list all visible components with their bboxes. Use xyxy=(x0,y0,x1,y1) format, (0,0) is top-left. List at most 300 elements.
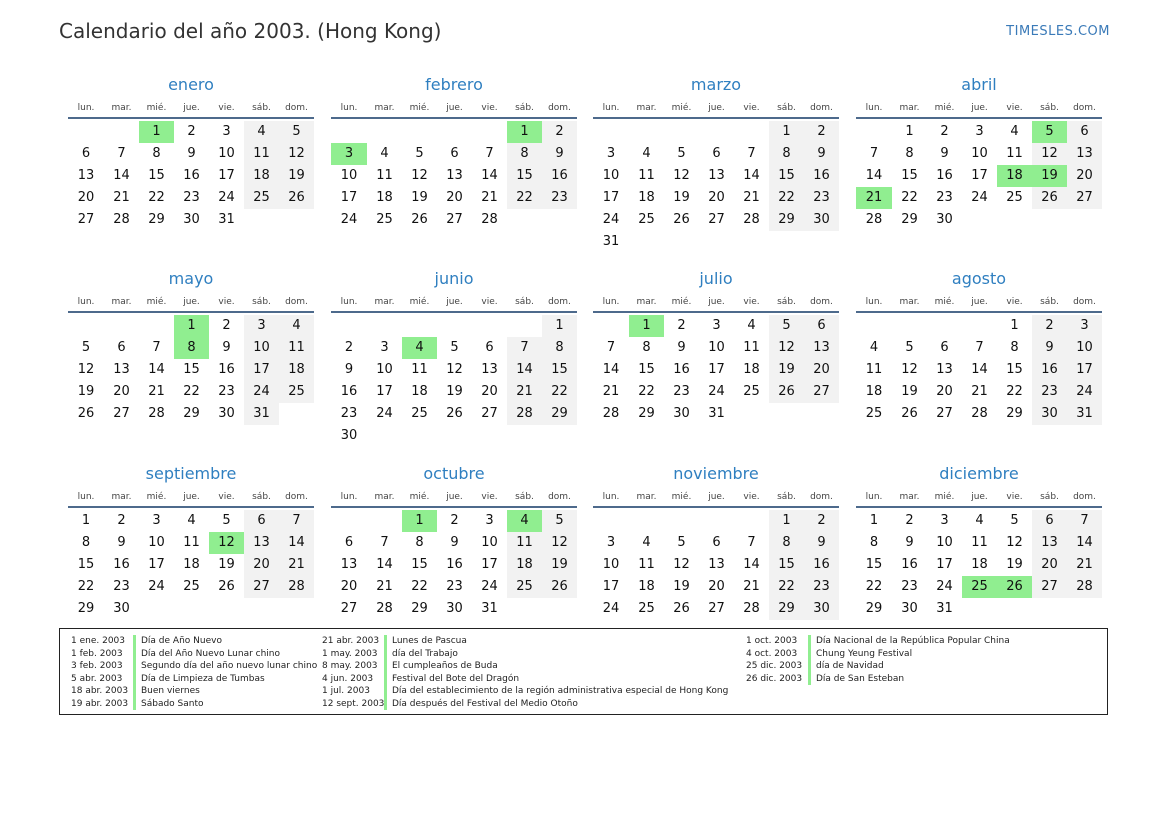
day-cell: 8 xyxy=(869,535,879,550)
weekday-label: sáb. xyxy=(252,297,271,307)
day-cell: 29 xyxy=(542,403,577,425)
day-cell: 20 xyxy=(340,579,358,594)
day-grid xyxy=(856,313,1102,425)
day-cell: 25 xyxy=(244,187,279,209)
legend-holiday-name: El cumpleaños de Buda xyxy=(384,660,498,673)
day-cell: 9 xyxy=(450,535,459,550)
day-cell: 24 xyxy=(1067,381,1102,403)
weekday-label: mié. xyxy=(409,103,430,113)
legend-entry xyxy=(71,685,317,698)
day-cell: 7 xyxy=(1067,510,1102,532)
empty-cell xyxy=(734,121,769,143)
holiday-day-cell: 1 xyxy=(629,315,664,337)
day-cell: 3 xyxy=(1067,315,1102,337)
weekday-label: jue. xyxy=(971,492,988,502)
day-cell: 3 xyxy=(244,315,279,337)
day-cell: 4 xyxy=(244,121,279,143)
legend-date: 5 abr. 2003 xyxy=(71,673,123,684)
weekday-label: dom. xyxy=(1073,492,1096,502)
day-cell: 30 xyxy=(936,212,953,227)
day-cell: 28 xyxy=(971,406,988,421)
empty-cell xyxy=(629,121,664,143)
day-cell: 13 xyxy=(1032,532,1067,554)
day-cell: 11 xyxy=(638,168,655,183)
day-cell: 11 xyxy=(507,532,542,554)
day-cell: 23 xyxy=(901,579,918,594)
day-cell: 25 xyxy=(638,212,655,227)
empty-cell xyxy=(367,510,402,532)
day-cell: 13 xyxy=(708,168,725,183)
day-cell: 10 xyxy=(148,535,165,550)
weekday-label: mié. xyxy=(146,297,167,307)
empty-cell xyxy=(472,315,507,337)
day-cell: 2 xyxy=(1032,315,1067,337)
day-cell: 16 xyxy=(183,168,200,183)
day-cell: 12 xyxy=(673,168,690,183)
day-cell: 17 xyxy=(218,168,235,183)
day-cell: 4 xyxy=(747,318,756,333)
legend-column xyxy=(71,635,317,710)
weekday-label: vie. xyxy=(218,297,235,307)
weekday-label: mar. xyxy=(899,492,920,502)
day-cell: 2 xyxy=(117,513,126,528)
day-cell: 26 xyxy=(542,576,577,598)
day-cell: 26 xyxy=(218,579,235,594)
day-cell: 27 xyxy=(244,576,279,598)
weekday-label: sáb. xyxy=(252,103,271,113)
day-cell: 14 xyxy=(971,362,988,377)
day-cell: 2 xyxy=(222,318,231,333)
day-cell: 7 xyxy=(380,535,389,550)
day-grid xyxy=(68,313,314,425)
day-cell: 6 xyxy=(81,146,91,161)
day-cell: 17 xyxy=(708,362,725,377)
weekday-header xyxy=(593,99,839,119)
weekday-header xyxy=(331,488,577,508)
day-cell: 30 xyxy=(901,601,918,616)
day-cell: 13 xyxy=(481,362,498,377)
site-link[interactable]: TIMESLES.COM xyxy=(1006,24,1110,39)
empty-cell xyxy=(104,121,139,143)
day-cell: 12 xyxy=(1032,143,1067,165)
day-cell: 2 xyxy=(940,124,949,139)
day-cell: 28 xyxy=(279,576,314,598)
day-cell: 8 xyxy=(542,337,577,359)
day-cell: 30 xyxy=(340,428,358,443)
legend-entry xyxy=(322,648,728,661)
day-cell: 29 xyxy=(638,406,655,421)
holiday-day-cell: 8 xyxy=(174,337,209,359)
legend-date: 26 dic. 2003 xyxy=(746,673,803,684)
weekday-label: jue. xyxy=(183,297,200,307)
day-cell: 22 xyxy=(769,187,804,209)
empty-cell xyxy=(104,315,139,337)
day-cell: 11 xyxy=(244,143,279,165)
legend-holiday-name: Lunes de Pascua xyxy=(384,635,467,648)
day-cell: 6 xyxy=(450,146,459,161)
weekday-label: jue. xyxy=(708,492,725,502)
day-cell: 5 xyxy=(222,513,231,528)
weekday-label: sáb. xyxy=(777,492,796,502)
day-cell: 6 xyxy=(940,340,949,355)
day-cell: 31 xyxy=(481,601,498,616)
weekday-label: vie. xyxy=(743,103,760,113)
weekday-label: mar. xyxy=(111,297,132,307)
day-cell: 17 xyxy=(376,384,393,399)
day-cell: 21 xyxy=(376,579,393,594)
day-grid xyxy=(856,119,1102,231)
day-cell: 15 xyxy=(901,168,918,183)
day-cell: 20 xyxy=(936,384,953,399)
month-noviembre xyxy=(593,463,839,620)
weekday-label: lun. xyxy=(340,297,358,307)
day-cell: 6 xyxy=(712,146,721,161)
day-cell: 25 xyxy=(507,576,542,598)
day-cell: 3 xyxy=(222,124,231,139)
day-cell: 8 xyxy=(769,532,804,554)
day-cell: 17 xyxy=(244,359,279,381)
day-cell: 7 xyxy=(747,535,756,550)
day-cell: 16 xyxy=(113,557,130,572)
day-cell: 26 xyxy=(673,212,690,227)
day-cell: 11 xyxy=(865,362,883,377)
legend-column xyxy=(322,635,728,710)
day-cell: 14 xyxy=(1067,532,1102,554)
day-cell: 25 xyxy=(376,212,393,227)
weekday-label: lun. xyxy=(77,297,95,307)
day-cell: 16 xyxy=(804,554,839,576)
weekday-label: jue. xyxy=(446,103,463,113)
day-cell: 4 xyxy=(975,513,984,528)
legend-date: 1 feb. 2003 xyxy=(71,648,123,659)
day-cell: 26 xyxy=(77,406,95,421)
weekday-label: mié. xyxy=(146,492,167,502)
day-cell: 13 xyxy=(446,168,463,183)
weekday-label: lun. xyxy=(602,103,620,113)
day-cell: 11 xyxy=(743,340,760,355)
empty-cell xyxy=(331,315,367,337)
day-cell: 9 xyxy=(344,362,354,377)
legend-date: 25 dic. 2003 xyxy=(746,661,803,671)
empty-cell xyxy=(962,315,997,337)
day-cell: 27 xyxy=(77,212,95,227)
day-cell: 16 xyxy=(901,557,918,572)
weekday-label: mié. xyxy=(146,103,167,113)
day-cell: 4 xyxy=(1010,124,1019,139)
day-cell: 12 xyxy=(279,143,314,165)
day-cell: 26 xyxy=(901,406,918,421)
legend-entry xyxy=(322,673,728,686)
day-cell: 23 xyxy=(804,576,839,598)
day-cell: 18 xyxy=(507,554,542,576)
day-cell: 4 xyxy=(869,340,879,355)
day-cell: 18 xyxy=(638,190,655,205)
month-diciembre xyxy=(856,463,1102,620)
weekday-label: sáb. xyxy=(515,492,534,502)
weekday-label: sáb. xyxy=(777,103,796,113)
legend-entry xyxy=(746,635,1010,648)
holiday-day-cell: 1 xyxy=(174,315,209,337)
day-cell: 19 xyxy=(411,190,428,205)
legend-holiday-name: día del Trabajo xyxy=(384,648,458,661)
legend-date: 21 abr. 2003 xyxy=(322,636,380,646)
day-cell: 31 xyxy=(1067,403,1102,425)
weekday-header xyxy=(68,293,314,313)
holiday-day-cell: 12 xyxy=(209,532,244,554)
holiday-legend xyxy=(59,628,1108,715)
day-cell: 22 xyxy=(1006,384,1023,399)
day-cell: 26 xyxy=(411,212,428,227)
weekday-label: mié. xyxy=(934,103,955,113)
month-febrero xyxy=(331,74,577,231)
day-cell: 9 xyxy=(804,143,839,165)
day-cell: 10 xyxy=(244,337,279,359)
day-cell: 28 xyxy=(743,212,760,227)
empty-cell xyxy=(664,121,699,143)
day-cell: 7 xyxy=(279,510,314,532)
legend-date: 1 jul. 2003 xyxy=(322,686,370,696)
day-cell: 23 xyxy=(183,190,200,205)
empty-cell xyxy=(629,510,664,532)
weekday-label: dom. xyxy=(285,297,308,307)
day-cell: 7 xyxy=(869,146,879,161)
day-cell: 12 xyxy=(769,337,804,359)
day-cell: 17 xyxy=(481,557,498,572)
day-cell: 9 xyxy=(117,535,126,550)
day-cell: 25 xyxy=(183,579,200,594)
day-cell: 6 xyxy=(804,315,839,337)
day-cell: 24 xyxy=(708,384,725,399)
empty-cell xyxy=(139,315,174,337)
day-cell: 20 xyxy=(446,190,463,205)
day-cell: 30 xyxy=(673,406,690,421)
weekday-label: mié. xyxy=(409,297,430,307)
day-cell: 24 xyxy=(602,212,620,227)
day-cell: 5 xyxy=(279,121,314,143)
empty-cell xyxy=(402,315,437,337)
day-cell: 8 xyxy=(152,146,161,161)
day-cell: 15 xyxy=(77,557,95,572)
weekday-label: dom. xyxy=(810,492,833,502)
weekday-label: lun. xyxy=(865,103,883,113)
day-cell: 7 xyxy=(606,340,616,355)
weekday-label: vie. xyxy=(1006,492,1023,502)
day-cell: 4 xyxy=(642,146,651,161)
day-cell: 15 xyxy=(507,165,542,187)
month-title: marzo xyxy=(690,75,742,94)
legend-holiday-name: Festival del Bote del Dragón xyxy=(384,673,519,686)
day-cell: 24 xyxy=(376,406,393,421)
day-cell: 24 xyxy=(148,579,165,594)
day-cell: 26 xyxy=(279,187,314,209)
weekday-label: lun. xyxy=(77,492,95,502)
day-cell: 1 xyxy=(769,121,804,143)
day-cell: 14 xyxy=(148,362,165,377)
day-cell: 6 xyxy=(1067,121,1102,143)
day-cell: 16 xyxy=(340,384,358,399)
legend-date: 4 oct. 2003 xyxy=(746,648,798,659)
day-cell: 2 xyxy=(187,124,196,139)
day-cell: 5 xyxy=(677,535,686,550)
day-cell: 9 xyxy=(940,146,949,161)
weekday-header xyxy=(68,99,314,119)
month-title: julio xyxy=(699,269,733,288)
day-cell: 15 xyxy=(411,557,428,572)
day-cell: 9 xyxy=(187,146,196,161)
weekday-label: jue. xyxy=(971,297,988,307)
day-cell: 5 xyxy=(415,146,424,161)
day-cell: 10 xyxy=(602,168,620,183)
weekday-label: dom. xyxy=(285,103,308,113)
holiday-day-cell: 21 xyxy=(856,187,892,209)
day-cell: 5 xyxy=(905,340,914,355)
month-title: enero xyxy=(168,75,214,94)
day-cell: 23 xyxy=(113,579,130,594)
empty-cell xyxy=(367,121,402,143)
day-grid xyxy=(331,119,577,231)
day-cell: 17 xyxy=(971,168,988,183)
day-cell: 16 xyxy=(673,362,690,377)
day-cell: 27 xyxy=(113,406,130,421)
day-cell: 7 xyxy=(485,146,494,161)
day-cell: 25 xyxy=(865,406,883,421)
legend-entry xyxy=(71,660,317,673)
legend-entry xyxy=(322,685,728,698)
day-cell: 24 xyxy=(218,190,235,205)
day-cell: 17 xyxy=(936,557,953,572)
legend-entry xyxy=(322,635,728,648)
weekday-label: jue. xyxy=(708,103,725,113)
day-cell: 16 xyxy=(218,362,235,377)
legend-entry xyxy=(71,635,317,648)
weekday-label: mar. xyxy=(899,103,920,113)
day-grid xyxy=(331,313,577,447)
month-julio xyxy=(593,268,839,425)
day-cell: 8 xyxy=(1010,340,1019,355)
day-cell: 14 xyxy=(743,168,760,183)
day-cell: 15 xyxy=(769,554,804,576)
weekday-label: mar. xyxy=(899,297,920,307)
day-cell: 2 xyxy=(804,121,839,143)
day-cell: 16 xyxy=(936,168,953,183)
day-cell: 2 xyxy=(344,340,354,355)
day-cell: 19 xyxy=(673,190,690,205)
day-cell: 12 xyxy=(1006,535,1023,550)
day-grid xyxy=(593,119,839,253)
weekday-label: dom. xyxy=(1073,297,1096,307)
month-abril xyxy=(856,74,1102,231)
day-grid xyxy=(856,508,1102,620)
weekday-label: dom. xyxy=(1073,103,1096,113)
day-cell: 30 xyxy=(804,598,839,620)
day-cell: 28 xyxy=(481,212,498,227)
weekday-label: lun. xyxy=(340,103,358,113)
legend-date: 1 may. 2003 xyxy=(322,648,378,659)
day-cell: 18 xyxy=(183,557,200,572)
empty-cell xyxy=(593,510,629,532)
day-cell: 8 xyxy=(905,146,914,161)
day-cell: 14 xyxy=(113,168,130,183)
day-cell: 6 xyxy=(712,535,721,550)
day-cell: 15 xyxy=(638,362,655,377)
weekday-header xyxy=(331,293,577,313)
holiday-day-cell: 1 xyxy=(507,121,542,143)
weekday-label: mar. xyxy=(111,103,132,113)
empty-cell xyxy=(892,315,927,337)
day-cell: 10 xyxy=(936,535,953,550)
day-cell: 11 xyxy=(411,362,428,377)
day-cell: 17 xyxy=(340,190,358,205)
weekday-label: lun. xyxy=(340,492,358,502)
day-cell: 22 xyxy=(769,576,804,598)
day-cell: 6 xyxy=(1032,510,1067,532)
day-cell: 8 xyxy=(642,340,651,355)
day-cell: 10 xyxy=(602,557,620,572)
day-cell: 31 xyxy=(602,234,620,249)
weekday-label: vie. xyxy=(218,492,235,502)
day-cell: 20 xyxy=(113,384,130,399)
day-cell: 27 xyxy=(708,601,725,616)
day-cell: 14 xyxy=(865,168,883,183)
legend-entry xyxy=(71,698,317,711)
day-cell: 17 xyxy=(602,579,620,594)
legend-date: 3 feb. 2003 xyxy=(71,661,123,671)
day-cell: 11 xyxy=(971,535,988,550)
day-cell: 1 xyxy=(1010,318,1019,333)
legend-entry xyxy=(746,660,1010,673)
day-cell: 10 xyxy=(1067,337,1102,359)
day-cell: 20 xyxy=(708,579,725,594)
day-cell: 9 xyxy=(905,535,914,550)
day-cell: 8 xyxy=(81,535,91,550)
day-cell: 13 xyxy=(340,557,358,572)
day-cell: 23 xyxy=(1032,381,1067,403)
day-cell: 8 xyxy=(507,143,542,165)
day-cell: 3 xyxy=(606,146,616,161)
day-cell: 19 xyxy=(279,165,314,187)
day-cell: 27 xyxy=(708,212,725,227)
weekday-label: mié. xyxy=(671,103,692,113)
day-cell: 3 xyxy=(380,340,389,355)
weekday-label: vie. xyxy=(218,103,235,113)
day-cell: 31 xyxy=(244,403,279,425)
day-cell: 2 xyxy=(450,513,459,528)
day-cell: 2 xyxy=(804,510,839,532)
day-cell: 21 xyxy=(481,190,498,205)
day-cell: 19 xyxy=(542,554,577,576)
legend-date: 18 abr. 2003 xyxy=(71,686,129,696)
weekday-header xyxy=(593,293,839,313)
day-cell: 10 xyxy=(481,535,498,550)
weekday-header xyxy=(68,488,314,508)
day-cell: 29 xyxy=(77,601,95,616)
day-cell: 27 xyxy=(446,212,463,227)
day-cell: 17 xyxy=(602,190,620,205)
day-cell: 18 xyxy=(865,384,883,399)
weekday-label: mar. xyxy=(374,297,395,307)
day-cell: 19 xyxy=(673,579,690,594)
weekday-label: mié. xyxy=(671,297,692,307)
day-cell: 15 xyxy=(865,557,883,572)
day-cell: 18 xyxy=(376,190,393,205)
day-cell: 20 xyxy=(1067,165,1102,187)
day-cell: 14 xyxy=(376,557,393,572)
day-cell: 25 xyxy=(1006,190,1023,205)
day-cell: 24 xyxy=(971,190,988,205)
day-cell: 21 xyxy=(743,190,760,205)
day-cell: 16 xyxy=(446,557,463,572)
empty-cell xyxy=(699,510,734,532)
